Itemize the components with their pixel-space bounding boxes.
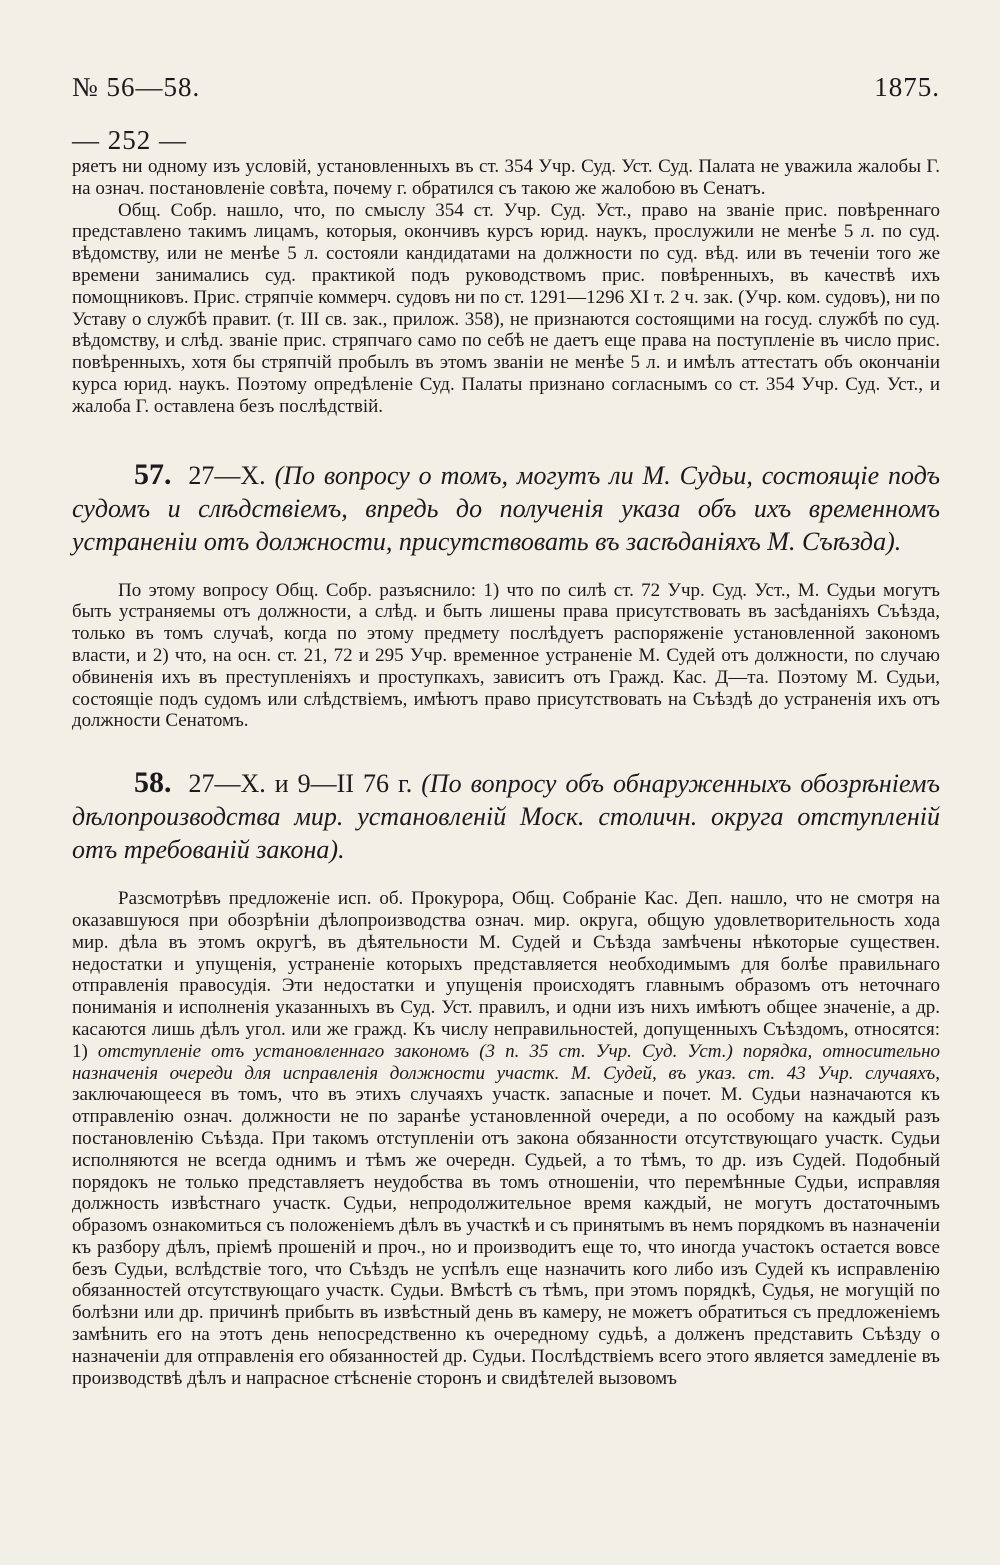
section-58-title: (По вопросу объ обнаруженныхъ обозрѣніемъ дѣлопроизводства мир. установленій Моск. столичн. округа отступленій отъ требованій закона). (72, 769, 941, 865)
section-58-text-a: Разсмотрѣвъ предложеніе исп. об. Прокурора, Общ. Собраніе Кас. Деп. нашло, что не смотря на оказавшуюся при обозрѣніи дѣлопроизводства означ. мир. округа, общую удовлетворительность хода мир. дѣла въ этомъ округѣ, въ дѣятельности М. Судей и Съѣзда замѣчены нѣкоторые существен. недостатки и упущенія, устраненіе которыхъ представляется необходимымъ для болѣе правильнаго отправленія правосудія. Эти недостатки и упущенія происходятъ главнымъ образомъ отъ неточнаго пониманія и исполненія указанныхъ въ Суд. Уст. правилъ, и одни изъ нихъ имѣютъ общее значеніе, а др. касаются лишь дѣлъ угол. или же гражд. Къ числу неправильностей, допущенныхъ Съѣздомъ, относятся: 1) (72, 888, 940, 1062)
section-58-date: 27—X. и 9—II 76 г. (188, 769, 413, 799)
intro-text (72, 156, 940, 418)
section-58-paragraph (72, 888, 940, 1389)
section-58-heading (72, 766, 940, 866)
section-58-text-emphasis: отступленіе отъ установленнаго закономъ (3 п. 35 ст. Учр. Суд. Уст.) порядка, относительно назначенія очереди для исправленія должности участк. М. Судей, въ указ. ст. 43 Учр. случаяхъ (72, 1040, 940, 1084)
header-page-number-row (72, 125, 940, 156)
section-57-date: 27—X. (188, 460, 266, 490)
section-57-number: 57. (134, 457, 172, 491)
header-page-number: — 252 — (72, 125, 187, 155)
section-57-title: (По вопросу о томъ, могутъ ли М. Судьи, состоящіе подъ судомъ и слѣдствіемъ, впредь до полученія указа объ ихъ временномъ устраненіи отъ должности, присутствовать въ засѣданіяхъ М. Съѣзда). (72, 460, 941, 556)
header-doc-numbers: № 56—58. (72, 72, 201, 102)
section-58-number: 58. (134, 766, 172, 800)
section-57-paragraph: По этому вопросу Общ. Собр. разъяснило: 1) что по силѣ ст. 72 Учр. Суд. Уст., М. Судьи могутъ быть устраняемы отъ должности, а слѣд. и быть лишены права присутствовать въ засѣданіяхъ Съѣзда, только въ томъ случаѣ, когда по этому предмету послѣдуетъ распоряженіе установленной закономъ власти, и 2) что, на осн. ст. 21, 72 и 295 Учр. временное устраненіе М. Судей отъ должности, по случаю обвиненія ихъ въ преступленіяхъ и проступкахъ, зависитъ отъ Гражд. Кас. Д—та. Поэтому М. Судьи, состоящіе подъ судомъ или слѣдствіемъ, имѣютъ право присутствовать на Съѣздѣ до устраненія ихъ отъ должности Сенатомъ. (72, 579, 940, 732)
section-58-text-b: , заключающееся въ томъ, что въ этихъ случаяхъ участк. запасные и почет. М. Судьи назначаются къ отправленію означ. должности не по заранѣе установленной очереди, а по особому на каждый разъ постановленію Съѣзда. При такомъ отступленіи отъ закона обязанности отсутствующаго участк. Судьи исполняются не всегда однимъ и тѣмъ же очередн. Судьей, а то тѣмъ, то др. изъ Судей. Подобный порядокъ не только представляетъ неудобства въ томъ отношеніи, что перемѣнные Судьи, исправляя должность извѣстнаго участк. Судьи, непродолжительное время каждый, не могутъ достаточнымъ образомъ ознакомиться съ положеніемъ дѣлъ въ участкѣ и съ принятымъ въ немъ порядкомъ въ назначеніи къ разбору дѣлъ, пріемѣ прошеній и проч., но и производитъ еще то, что иногда участокъ остается вовсе безъ Судьи, вслѣдствіе того, что Съѣздъ не успѣлъ еще назначить кого либо изъ Судей къ исправленію обязанностей отсутствующаго участк. Судьи. Вмѣстѣ съ тѣмъ, при этомъ порядкѣ, Судья, не могущій по болѣзни или др. причинѣ прибыть въ извѣстный день въ камеру, не можетъ обратиться съ предложеніемъ замѣнить его на этотъ день непосредственно къ очередному судьѣ, а долженъ представить Съѣзду о назначеніи для отправленія его обязанностей др. Судьи. Послѣдствіемъ всего этого является замедленіе въ производствѣ дѣлъ и напрасное стѣсненіе сторонъ и свидѣтелей вызовомъ (72, 1062, 940, 1389)
header-year: 1875. (874, 72, 940, 102)
intro-paragraph-1: ряетъ ни одному изъ условій, установленныхъ въ ст. 354 Учр. Суд. Уст. Суд. Палата не уважила жалобы Г. на означ. постановленіе совѣта, почему г. обратился съ такою же жалобою въ Сенатъ. (72, 156, 940, 199)
page-header (72, 72, 940, 103)
section-57-body (72, 580, 940, 733)
section-58-body (72, 888, 940, 1389)
intro-paragraph-2: Общ. Собр. нашло, что, по смыслу 354 ст. Учр. Суд. Уст., право на званіе прис. повѣреннаго представлено такимъ лицамъ, которыя, окончивъ курсъ юрид. наукъ, прослужили не менѣе 5 л. по суд. вѣдомству, или не менѣе 5 л. состояли кандидатами на должности по суд. вѣд. или въ теченіи того же времени занимались суд. практикой подъ руководствомъ прис. повѣренныхъ, въ качествѣ ихъ помощниковъ. Прис. стряпчіе коммерч. судовъ ни по ст. 1291—1296 XI т. 2 ч. зак. (Учр. ком. судовъ), ни по Уставу о службѣ правит. (т. III св. зак., прилож. 358), не признаются состоящими на госуд. службѣ по суд. вѣдомству, и слѣд. званіе прис. стряпчаго само по себѣ не даетъ еще права на поступленіе въ число прис. повѣренныхъ, хотя бы стряпчій пробылъ въ этомъ званіи не менѣе 5 л. и имѣлъ аттестатъ объ окончаніи курса юрид. наукъ. Поэтому опредѣленіе Суд. Палаты признано согласнымъ со ст. 354 Учр. Суд. Уст., и жалоба Г. оставлена безъ послѣдствій. (72, 199, 940, 417)
section-57-heading (72, 458, 940, 558)
